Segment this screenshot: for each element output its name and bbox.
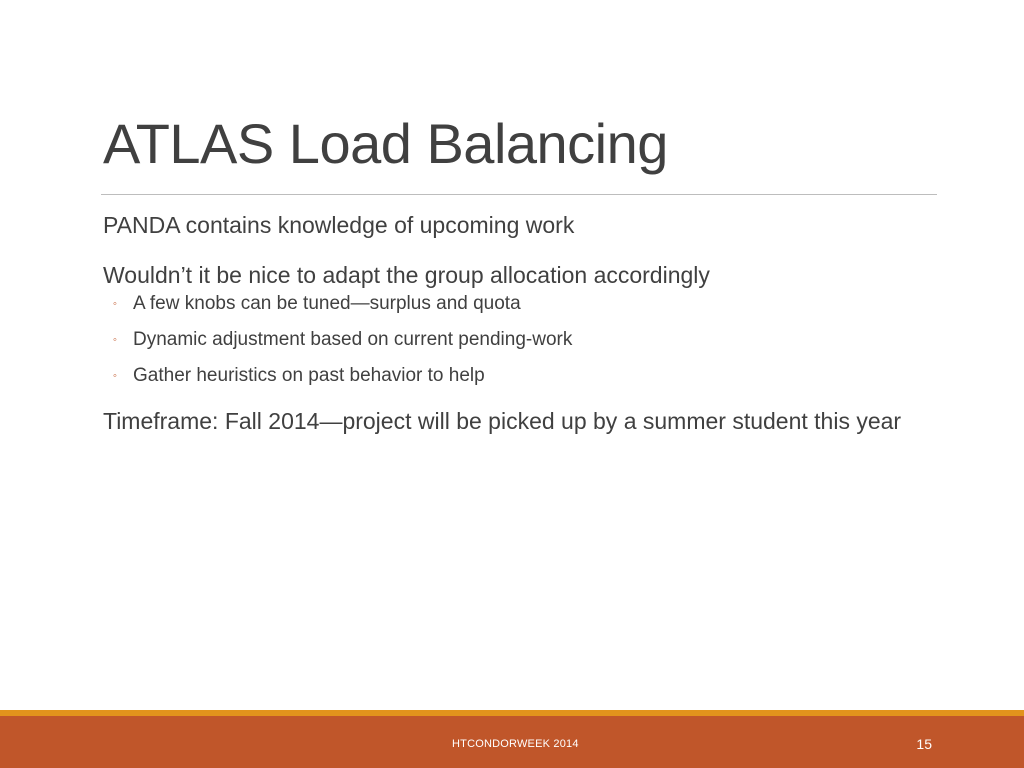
bullet-timeframe: Timeframe: Fall 2014—project will be picked up by a summer student this year: [103, 408, 902, 434]
title-divider: [101, 194, 937, 195]
footer-bar: [0, 716, 1024, 768]
slide-page-number: 15: [916, 736, 932, 752]
bullet-panda-knowledge: PANDA contains knowledge of upcoming work: [103, 212, 575, 238]
bullet-adapt-allocation: Wouldn’t it be nice to adapt the group allocation accordingly: [103, 262, 710, 288]
slide-title: ATLAS Load Balancing: [103, 112, 668, 175]
sub-bullet-text: Gather heuristics on past behavior to help: [133, 365, 485, 386]
sub-bullet-heuristics: [103, 364, 933, 388]
hollow-circle-bullet-icon: ◦: [113, 298, 117, 310]
hollow-circle-bullet-icon: ◦: [113, 334, 117, 346]
sub-bullet-text: A few knobs can be tuned—surplus and quota: [133, 293, 521, 314]
hollow-circle-bullet-icon: ◦: [113, 370, 117, 382]
sub-bullet-dynamic-adjustment: [103, 328, 933, 352]
slide-body: [103, 210, 933, 436]
footer-event-label: HTCONDORWEEK 2014: [452, 738, 579, 750]
sub-bullet-list: [103, 292, 933, 388]
sub-bullet-knobs: [103, 292, 933, 316]
sub-bullet-text: Dynamic adjustment based on current pending-work: [133, 329, 573, 350]
